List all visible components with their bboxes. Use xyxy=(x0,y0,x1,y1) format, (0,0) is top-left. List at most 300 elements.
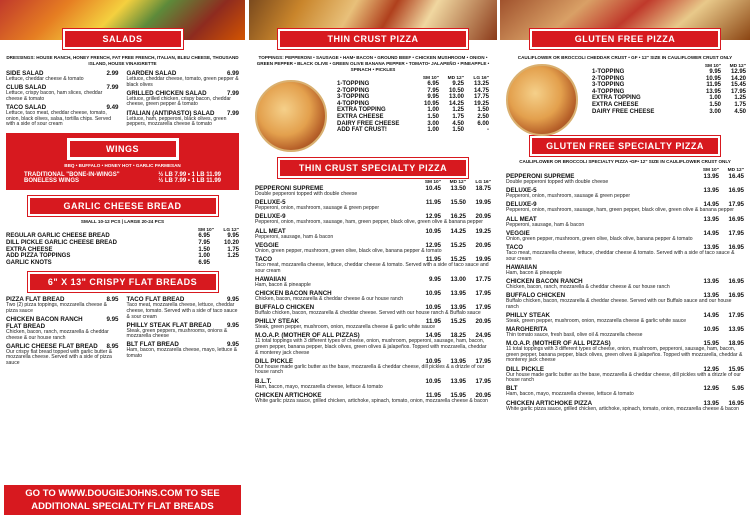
specialty-item-price: 13.95 xyxy=(728,326,744,334)
price-cell: 10.95 xyxy=(423,100,439,107)
garlic-row xyxy=(6,233,239,240)
price-cell: 17.95 xyxy=(730,88,746,95)
specialty-item-desc: Chicken, bacon, mozzarella & cheddar cheese & our house ranch xyxy=(255,295,404,302)
specialty-item-price: 13.95 xyxy=(450,304,466,312)
specialty-item xyxy=(255,228,491,241)
specialty-item-desc: 11 total toppings with 3 different types of cheese, onion, mushroom, pepperoni, sausage, ham, bacon, green pepper, banana pepper, black olives, green olives & jalapeños. Topped with mozzarella, cheddar & monterey jack cheese xyxy=(255,338,487,356)
price-cell: 19.25 xyxy=(473,100,489,107)
menu-item-price: 7.99 xyxy=(106,84,119,92)
specialty-item-price: 16.25 xyxy=(450,213,466,221)
specialty-item xyxy=(255,332,491,356)
specialty-item-desc: White garlic pizza sauce, grilled chicken, artichoke, spinach, tomato, onion, mozzarella cheese & bacon xyxy=(506,405,740,412)
price-cell: 9.95 xyxy=(427,94,439,101)
specialty-item-desc: Taco meat, mozzarella cheese, lettuce, cheddar cheese & tomato. Served with a side of taco sauce and sour cream xyxy=(255,261,489,274)
menu-item-price: 2.99 xyxy=(106,70,119,77)
specialty-item-price: 14.95 xyxy=(703,311,719,319)
price-cell: 1.75 xyxy=(734,101,746,108)
specialty-item-name: MARGHERITA xyxy=(506,326,548,334)
price-row-name: DAIRY FREE CHEESE xyxy=(592,108,655,115)
size-header: LG 16" xyxy=(475,180,491,185)
menu-item-name: GRILLED CHICKEN SALAD xyxy=(126,89,207,97)
price-row xyxy=(592,89,746,96)
specialty-item-price: 15.95 xyxy=(703,340,719,348)
specialty-item-price: 10.95 xyxy=(425,227,441,235)
specialty-item-name: M.O.A.P. (MOTHER OF ALL PIZZAS) xyxy=(506,340,611,348)
price-cell: 13.00 xyxy=(448,94,464,101)
menu-item-desc: Lettuce, cheddar cheese & tomato xyxy=(6,76,84,82)
specialty-item-name: DELUXE-5 xyxy=(506,187,537,195)
specialty-item-price: 13.95 xyxy=(450,289,466,297)
toppings-note: TOPPINGS: PEPPERONI • SAUSAGE • HAM• BACON • GROUND BEEF • CHICKEN MUSHROOM • ONION • GREEN PEPPER • BLACK OLIVE • GREEN OLIVE BANANA PEPPER • TOMATO• JALAPEÑO • PINEAPPLE • SPINACH • PICKLES xyxy=(256,55,490,72)
middle-column xyxy=(249,0,497,521)
specialty-item xyxy=(506,400,744,413)
price-row-name: 4-TOPPING xyxy=(592,88,625,95)
price-cell: 9.25 xyxy=(452,81,464,87)
price-row-name: EXTRA TOPPING xyxy=(337,107,386,114)
specialty-item-price: 12.95 xyxy=(425,241,441,249)
specialty-item-price xyxy=(719,264,744,271)
menu-item xyxy=(127,110,240,128)
menu-item-price: 8.95 xyxy=(106,296,119,304)
specialty-item-price: 20.95 xyxy=(475,241,491,249)
price-row xyxy=(337,127,489,134)
specialty-item-name: CHICKEN BACON RANCH xyxy=(506,277,583,285)
specialty-item-price: 11.95 xyxy=(425,255,441,263)
thin-specialty-banner: THIN CRUST SPECIALTY PIZZA xyxy=(278,158,468,178)
specialty-item-price: 14.95 xyxy=(703,201,719,209)
price-cell: 1.50 xyxy=(452,127,464,134)
specialty-item-price: 16.95 xyxy=(728,243,744,251)
specialty-item-desc: Chicken, bacon, ranch, mozzarella & cheddar cheese & our house ranch xyxy=(506,283,670,290)
specialty-item xyxy=(255,256,491,274)
salads-left xyxy=(6,70,119,129)
specialty-item xyxy=(506,216,744,229)
specialty-item-price: 17.95 xyxy=(728,201,744,209)
specialty-item-price: 19.25 xyxy=(475,227,491,235)
specialty-item-price: 15.95 xyxy=(728,365,744,373)
specialty-item-name: ALL MEAT xyxy=(506,215,537,223)
specialty-item-desc: Pepperoni, onion, mushroom, sausage, ham, green pepper, black olive, green olive & banana pepper xyxy=(506,207,734,214)
specialty-item xyxy=(506,173,744,186)
wings-price: ½ LB 7.99 • 1 LB 11.99 xyxy=(158,172,221,179)
garlic-h2: LG 12" xyxy=(223,228,239,234)
salads-section xyxy=(0,70,245,129)
flatbread-banner: 6" X 13" CRISPY FLAT BREADS xyxy=(28,272,218,292)
specialty-item-name: ALL MEAT xyxy=(255,227,286,235)
menu-item-price: 9.95 xyxy=(226,341,239,349)
menu-item xyxy=(127,70,240,88)
specialty-item-desc: 11 total toppings with 3 different types of cheese, onion, mushroom, pepperoni, sausage, ham, bacon, green pepper, banana pepper, black olives, green olives & jalapeños. Topped with mozzarella, cheddar & monterey jack cheese xyxy=(506,346,743,364)
specialty-item-price: 13.95 xyxy=(703,243,719,251)
menu-item xyxy=(127,341,240,359)
menu-item-desc: Two (2) pizza toppings, mozzarella cheese & pizza sauce xyxy=(6,302,108,314)
price-row xyxy=(337,114,489,121)
garlic-section xyxy=(0,228,245,266)
gf-pizza-image xyxy=(506,64,578,136)
price-cell: 9.95 xyxy=(709,69,721,75)
specialty-item-desc: Steak, green pepper, mushroom, onion, mozzarella cheese & garlic white sauce xyxy=(506,317,687,324)
price-row-name: 3-TOPPING xyxy=(592,82,625,89)
menu-item-name: GARDEN SALAD xyxy=(126,70,177,77)
specialty-item-name: BUFFALO CHICKEN xyxy=(255,304,315,312)
menu-item-price: 7.99 xyxy=(226,89,239,97)
salads-right xyxy=(127,70,240,129)
specialty-item-price: 12.95 xyxy=(425,213,441,221)
specialty-item-desc: Ham, bacon, mayo, mozzarella cheese, lettuce & tomato xyxy=(255,383,383,390)
garlic-price-lg xyxy=(210,260,239,267)
specialty-item-desc: Thin tomato sauce, fresh basil, olive oil & mozzarella cheese xyxy=(506,332,643,339)
specialty-item xyxy=(506,292,744,310)
specialty-item-desc: White garlic pizza sauce, grilled chicken, artichoke, spinach, tomato, onion, mozzarella cheese & bacon xyxy=(255,397,489,404)
menu-item-name: BLT FLAT BREAD xyxy=(126,341,179,349)
thin-rows xyxy=(337,81,489,134)
specialty-item-price: 18.25 xyxy=(450,332,466,340)
price-row-name: EXTRA CHEESE xyxy=(337,113,384,120)
specialty-item-name: CHICKEN ARTICHOKE xyxy=(255,391,322,399)
specialty-item-desc: Ham, bacon & pineapple xyxy=(506,269,562,276)
menu-item xyxy=(6,84,119,102)
specialty-item-name: BLT xyxy=(506,385,518,393)
specialty-item xyxy=(255,276,491,289)
price-cell: 6.95 xyxy=(427,81,439,87)
price-cell: 2.50 xyxy=(477,113,489,120)
price-cell: 1.00 xyxy=(427,127,439,134)
specialty-item xyxy=(506,385,744,398)
price-cell: 1.25 xyxy=(452,107,464,114)
price-cell: 3.00 xyxy=(709,108,721,115)
specialty-item-name: HAWAIIAN xyxy=(255,275,286,283)
gf-specialty-banner: GLUTEN FREE SPECIALTY PIZZA xyxy=(530,136,720,156)
specialty-item-desc: Pepperoni, sausage, ham & bacon xyxy=(255,233,334,240)
price-cell: 14.75 xyxy=(473,87,489,94)
specialty-item-price: 12.95 xyxy=(703,365,719,373)
price-cell: 12.95 xyxy=(730,69,746,75)
specialty-item-price: 18.75 xyxy=(475,185,491,192)
menu-item-name: CLUB SALAD xyxy=(6,84,47,92)
specialty-item-name: CHICKEN BACON RANCH xyxy=(255,289,332,297)
garlic-row xyxy=(6,247,239,254)
price-row xyxy=(337,94,489,101)
specialty-item-desc: Pepperoni, onion, mushroom, sausage & green pepper xyxy=(255,205,380,212)
specialty-item-name: DILL PICKLE xyxy=(506,365,545,373)
gluten-free-banner: GLUTEN FREE PIZZA xyxy=(530,29,720,49)
specialty-item-name: HAWAIIAN xyxy=(506,263,537,271)
flat-right xyxy=(127,296,240,368)
specialty-item-price xyxy=(694,264,719,271)
menu-item xyxy=(6,104,119,128)
menu-item-desc: Lettuce, cheddar cheese, tomato, green pepper & black olives xyxy=(126,76,239,88)
specialty-item-desc: Buffalo chicken, bacon, mozzarella & cheddar cheese. Served with our Buffalo sauce and our house ranch xyxy=(506,298,732,310)
salads-banner: SALADS xyxy=(63,29,183,49)
specialty-item-name: PEPPERONI SUPREME xyxy=(255,185,324,192)
price-cell: 1.50 xyxy=(709,101,721,108)
specialty-item-price: 12.95 xyxy=(703,385,719,393)
menu-item-desc: Taco meat, mozzarella cheese, lettuce, cheddar cheese, tomato. Served with a side of taco sauce & sour cream xyxy=(126,302,238,320)
gf-specialty-items xyxy=(506,173,744,412)
menu-item-name: TACO FLAT BREAD xyxy=(126,296,185,304)
specialty-item xyxy=(255,242,491,255)
website-footer[interactable] xyxy=(4,485,241,515)
specialty-item-name: B.L.T. xyxy=(255,377,272,385)
size-header: LG 16" xyxy=(473,76,489,81)
specialty-item xyxy=(506,340,744,364)
specialty-item-price: 13.95 xyxy=(450,377,466,385)
wings-name: TRADITIONAL "BONE-IN-WINGS" xyxy=(24,172,120,179)
price-cell: 1.00 xyxy=(709,95,721,102)
price-cell: 1.50 xyxy=(427,113,439,120)
gluten-free-photo xyxy=(500,0,750,44)
specialty-item-desc: Taco meat, mozzarella cheese, lettuce, cheddar cheese & tomato. Served with a side of taco sauce & sour cream xyxy=(506,249,735,262)
menu-item-desc: Ham, bacon, mozzarella cheese, mayo, lettuce & tomato xyxy=(126,347,238,360)
garlic-row xyxy=(6,240,239,247)
specialty-item-name: PHILLY STEAK xyxy=(255,318,300,326)
specialty-item-desc: Double pepperoni topped with double cheese xyxy=(506,179,609,185)
menu-item xyxy=(127,322,240,340)
specialty-item-price: 11.95 xyxy=(425,199,441,207)
thin-table xyxy=(337,76,489,134)
price-cell: 13.25 xyxy=(473,81,489,87)
menu-item-name: GARLIC CHEESE FLAT BREAD xyxy=(6,342,98,350)
specialty-item xyxy=(255,304,491,317)
price-cell: 1.50 xyxy=(477,107,489,114)
specialty-item-price: 15.95 xyxy=(450,391,466,399)
specialty-item-price: 11.95 xyxy=(425,391,441,399)
specialty-item-name: DELUXE-5 xyxy=(255,199,286,207)
flat-left xyxy=(6,296,119,368)
garlic-price-sm: 1.50 xyxy=(198,246,210,253)
price-row-name: 1-TOPPING xyxy=(337,81,370,87)
specialty-item-price: 19.95 xyxy=(475,255,491,263)
garlic-price-lg: 1.25 xyxy=(227,253,239,260)
price-row xyxy=(337,107,489,114)
garlic-price-lg: 9.95 xyxy=(227,233,239,240)
menu-item-desc: Steak, green peppers, mushrooms, onions & mozzarella cheese xyxy=(126,327,228,340)
specialty-item xyxy=(255,185,491,198)
menu-item-name: PIZZA FLAT BREAD xyxy=(6,296,65,304)
specialty-item-price: 13.95 xyxy=(703,173,719,180)
specialty-item xyxy=(255,213,491,226)
specialty-item-desc: Our house made garlic butter as the base, mozzarella & cheddar cheese, dill pickles with a drizzle of our house ranch xyxy=(506,371,741,384)
menu-item-price: 7.99 xyxy=(226,109,239,117)
gf-specialty-section xyxy=(500,168,750,412)
garlic-name: EXTRA CHEESE xyxy=(6,246,53,253)
footer-line1: GO TO WWW.DOUGIEJOHNS.COM TO SEE xyxy=(25,488,220,499)
garlic-price-sm: 1.00 xyxy=(198,253,210,260)
menu-item-header xyxy=(6,316,119,330)
price-cell: 6.00 xyxy=(477,120,489,127)
specialty-item-desc: Our house made garlic butter as the base, mozzarella & cheddar cheese, dill pickles & a drizzle of our house ranch xyxy=(255,363,485,376)
pizza-image xyxy=(255,80,327,152)
specialty-item-price: 13.95 xyxy=(703,187,719,195)
price-row-name: 2-TOPPING xyxy=(592,75,625,82)
menu-item-price: 8.95 xyxy=(106,342,119,350)
specialty-item-name: DELUXE-9 xyxy=(506,201,537,209)
specialty-item-desc: Pepperoni, sausage, ham & bacon xyxy=(506,221,585,228)
size-header: SM 10" xyxy=(422,76,439,81)
specialty-item-price: 13.95 xyxy=(703,292,719,300)
garlic-sizes: SMALL 10-12 PCS | LARGE 20-24 PCS xyxy=(80,219,165,225)
price-row-name: 4-TOPPING xyxy=(337,100,370,107)
specialty-item-price: 15.25 xyxy=(450,318,466,326)
menu-item xyxy=(127,296,240,320)
price-cell: 7.95 xyxy=(427,87,439,94)
specialty-item-price: 17.95 xyxy=(728,311,744,319)
menu-item-desc: Lettuce, grilled chicken, crispy bacon, cheddar cheese, green pepper & tomato xyxy=(126,95,231,108)
specialty-item-price: 15.25 xyxy=(450,255,466,263)
garlic-banner: GARLIC CHEESE BREAD xyxy=(28,196,218,216)
garlic-row xyxy=(6,260,239,267)
specialty-item-desc: Onion, green pepper, mushroom, green olive, black olive, banana pepper & tomato xyxy=(506,235,693,242)
menu-item xyxy=(6,316,119,341)
garlic-h1: SM 10" xyxy=(197,228,214,234)
specialty-item-price: 13.95 xyxy=(703,399,719,407)
specialty-item-name: PHILLY STEAK xyxy=(506,311,551,319)
price-row-name: 1-TOPPING xyxy=(592,69,625,75)
price-row xyxy=(592,69,746,76)
specialty-item-desc: Pepperoni, onion, mushroom, sausage & green pepper xyxy=(506,193,631,200)
wings-name: BONELESS WINGS xyxy=(24,178,80,185)
specialty-item-desc: Steak, green pepper, mushroom, onion, mozzarella cheese & garlic white sauce xyxy=(255,324,436,331)
menu-item xyxy=(127,90,240,108)
specialty-item-price: 17.95 xyxy=(475,289,491,297)
specialty-item-desc: Buffalo chicken, bacon, mozzarella & cheddar cheese. Served with our house ranch & Buffalo sauce xyxy=(255,310,481,317)
price-row xyxy=(337,121,489,128)
size-header: MD 12" xyxy=(727,168,744,173)
thin-crust-banner: THIN CRUST PIZZA xyxy=(278,29,468,49)
price-cell: 4.50 xyxy=(734,108,746,115)
price-row xyxy=(592,109,746,116)
wings-rows xyxy=(10,172,235,184)
garlic-price-sm: 6.95 xyxy=(198,259,210,266)
price-cell: 13.95 xyxy=(705,88,721,95)
garlic-price-lg: 1.75 xyxy=(227,246,239,253)
menu-item xyxy=(6,70,119,83)
specialty-item xyxy=(255,378,491,391)
specialty-item xyxy=(506,230,744,243)
specialty-item-price: 16.95 xyxy=(728,292,744,300)
price-cell: 1.00 xyxy=(427,107,439,114)
specialty-item-price: 10.45 xyxy=(425,185,441,192)
specialty-item xyxy=(506,244,744,262)
price-row xyxy=(337,101,489,108)
specialty-item-name: BUFFALO CHICKEN xyxy=(506,292,566,300)
gf-specialty-note: CAULIFLOWER OR BROCCOLI SPECIALTY PIZZA •GF• 12" SIZE IN CAULIFLOWER CRUST ONLY xyxy=(519,159,731,164)
specialty-item-price: 16.95 xyxy=(728,277,744,285)
specialty-item-price: 20.95 xyxy=(475,391,491,399)
specialty-item-price: 16.95 xyxy=(728,215,744,223)
salad-photo xyxy=(0,0,245,44)
price-cell: 17.75 xyxy=(473,94,489,101)
specialty-item-price: 17.95 xyxy=(475,357,491,365)
price-cell: 14.20 xyxy=(730,75,746,82)
menu-item-price: 6.99 xyxy=(226,70,239,77)
gf-table xyxy=(592,64,746,115)
footer-line2: ADDITIONAL SPECIALTY FLAT BREADS xyxy=(31,501,214,512)
specialty-item-price: 14.95 xyxy=(425,332,441,340)
price-row xyxy=(592,76,746,83)
price-row-name: ADD FAT CRUST! xyxy=(337,127,387,134)
specialty-item-price: 9.95 xyxy=(428,275,441,283)
size-header: MD 12" xyxy=(449,180,466,185)
specialty-item-price: 13.95 xyxy=(450,357,466,365)
thin-crust-prices xyxy=(249,76,497,156)
specialty-item-price: 16.95 xyxy=(728,399,744,407)
specialty-item-price: 13.95 xyxy=(703,277,719,285)
specialty-item-price: 20.95 xyxy=(475,213,491,221)
wings-box xyxy=(6,133,239,190)
specialty-item-price: 18.95 xyxy=(728,340,744,348)
price-row xyxy=(592,95,746,102)
price-cell: 4.50 xyxy=(452,120,464,127)
specialty-item xyxy=(506,201,744,214)
specialty-item xyxy=(506,264,744,277)
price-cell: 14.25 xyxy=(448,100,464,107)
menu-item-name: PHILLY STEAK FLAT BREAD xyxy=(126,321,212,329)
specialty-item-name: CHICKEN ARTICHOKE PIZZA xyxy=(506,399,593,407)
price-row xyxy=(592,82,746,89)
specialty-item-price: 11.95 xyxy=(425,318,441,326)
price-cell: - xyxy=(487,127,489,134)
wings-banner: WINGS xyxy=(68,139,178,159)
size-header: SM 10" xyxy=(702,168,719,173)
menu-item-name: CHICKEN BACON RANCH FLAT BREAD xyxy=(6,316,83,331)
thin-crust-photo xyxy=(249,0,497,44)
specialty-item-name: VEGGIE xyxy=(506,229,530,237)
specialty-item-price: 17.95 xyxy=(728,229,744,237)
menu-item-price: 9.95 xyxy=(106,316,119,324)
price-cell: 1.25 xyxy=(734,95,746,102)
price-row xyxy=(592,102,746,109)
specialty-item xyxy=(255,358,491,376)
gf-prices xyxy=(500,64,750,136)
specialty-item xyxy=(255,199,491,212)
size-header: SM 10" xyxy=(704,64,721,69)
specialty-item xyxy=(255,290,491,303)
wings-price: ½ LB 7.99 • 1 LB 11.99 xyxy=(158,178,221,185)
price-row-name: EXTRA TOPPING xyxy=(592,95,641,102)
specialty-item-price: 19.95 xyxy=(475,199,491,207)
price-row-name: EXTRA CHEESE xyxy=(592,101,639,108)
price-row-name: 2-TOPPING xyxy=(337,87,370,94)
menu-item-desc: Chicken, bacon, ranch, mozzarella & cheddar cheese & our house ranch xyxy=(6,329,109,341)
garlic-row xyxy=(6,253,239,260)
price-cell: 3.00 xyxy=(427,120,439,127)
wings-sauces: BBQ • BUFFALO • HONEY HOT • GARLIC PARMESAN xyxy=(64,163,181,169)
specialty-item-price: 10.95 xyxy=(425,289,441,297)
specialty-item-desc: Ham, bacon, mayo, mozzarella cheese, lettuce & tomato xyxy=(506,391,634,398)
specialty-item-name: M.O.A.P. (MOTHER OF ALL PIZZAS) xyxy=(255,332,360,340)
menu-item-price: 9.49 xyxy=(106,103,119,111)
specialty-item-name: TACO xyxy=(255,255,273,263)
price-cell: 15.45 xyxy=(730,82,746,89)
size-header: MD 12" xyxy=(729,64,746,69)
specialty-item-price: 10.95 xyxy=(425,377,441,385)
specialty-item-price: 10.95 xyxy=(425,304,441,312)
specialty-item-price: 17.95 xyxy=(475,304,491,312)
size-header: MD 12" xyxy=(447,76,464,81)
specialty-item-desc: Double pepperoni topped with double cheese xyxy=(255,191,358,197)
specialty-item-desc: Ham, bacon & pineapple xyxy=(255,281,311,288)
flatbread-section xyxy=(0,296,245,368)
specialty-item xyxy=(255,392,491,405)
garlic-name: DILL PICKLE GARLIC CHEESE BREAD xyxy=(6,239,117,246)
specialty-item xyxy=(506,326,744,339)
specialty-item xyxy=(506,187,744,200)
dressings-note: DRESSINGS: HOUSE RANCH, HONEY FRENCH, FAT FREE FRENCH, ITALIAN, BLEU CHEESE, THOUSAND ISLAND, HOUSE VINAIGRETTE xyxy=(6,55,239,66)
price-cell: 1.75 xyxy=(452,113,464,120)
price-row-name: DAIRY FREE CHEESE xyxy=(337,120,400,127)
specialty-item-price: 15.25 xyxy=(450,241,466,249)
